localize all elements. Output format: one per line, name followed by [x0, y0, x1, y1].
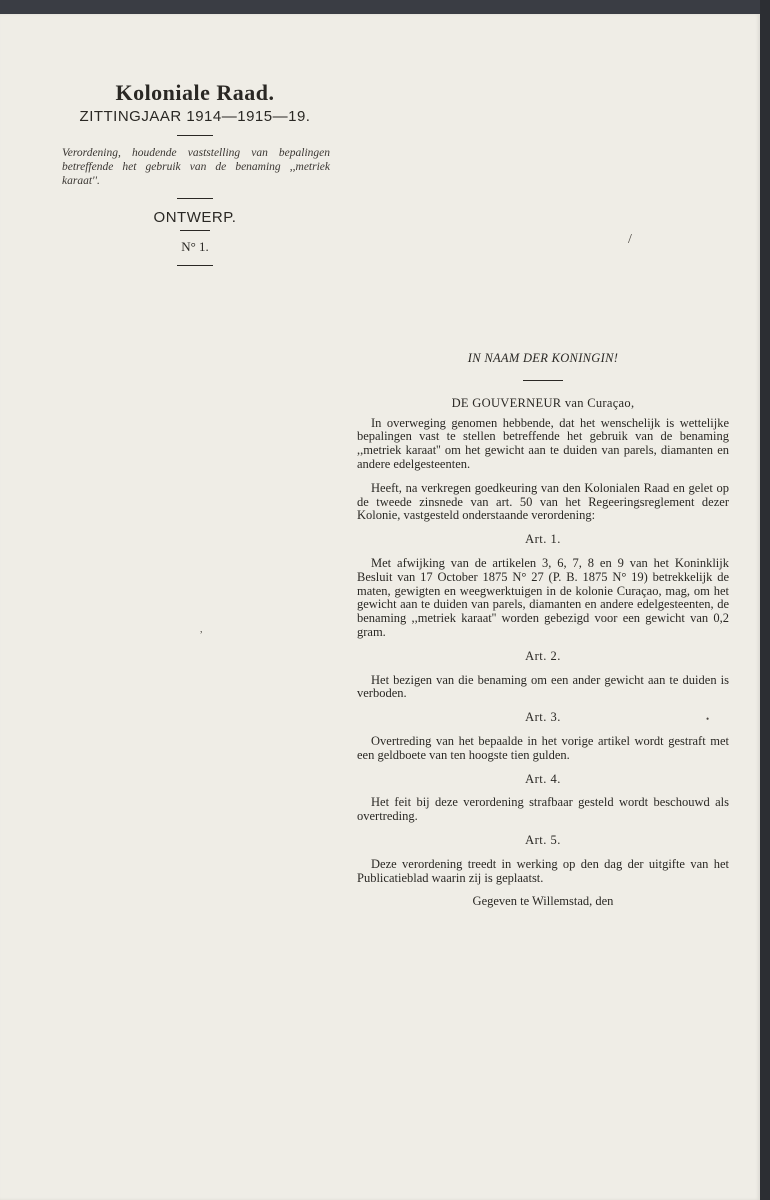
invocation: IN NAAM DER KONINGIN! — [467, 351, 619, 365]
preamble-paragraph: Heeft, na verkregen goedkeuring van den Kolonialen Raad en gelet op de tweede zinsnede van art. 50 van het Regeeringsreglement dezer Kolonie, vastgesteld onderstaande verordening: — [357, 480, 729, 523]
ordinance-subject: Verordening, houdende vaststelling van bepalingen betreffende het gebruik van de benaming ,,metriek karaat''. — [62, 147, 330, 187]
closing-line: Gegeven te Willemstad, den — [472, 894, 614, 909]
article-text: Deze verordening treedt in werking op den dag der uitgifte van het Publicatieblad waarin zij is geplaatst. — [357, 856, 729, 885]
divider — [177, 198, 213, 199]
article-text: Het feit bij deze verordening strafbaar gesteld wordt beschouwd als overtreding. — [357, 795, 729, 824]
page-speck: / — [628, 232, 632, 247]
page-speck: , — [200, 624, 203, 635]
article-heading: Art. 3. — [525, 710, 561, 725]
article-heading: Art. 2. — [525, 648, 561, 663]
article-text: Overtreding van het bepaalde in het vorige artikel wordt gestraft met een geldboete van ten hoogste tien gulden. — [357, 733, 729, 762]
header-block — [60, 80, 330, 276]
divider — [180, 230, 210, 231]
draft-label: ONTWERP. — [153, 209, 237, 226]
divider — [177, 135, 213, 136]
page-speck: • — [706, 714, 710, 724]
document-page — [0, 14, 760, 1200]
page-edge — [760, 0, 770, 1200]
draft-number: N° 1. — [181, 239, 209, 254]
article-heading: Art. 5. — [525, 832, 561, 847]
council-title: Koloniale Raad. — [115, 80, 275, 105]
session-year: ZITTINGJAAR 1914—1915—19. — [79, 108, 311, 125]
preamble-paragraph: In overweging genomen hebbende, dat het wenschelijk is wettelijke bepalingen vast te stellen betreffende het gebruik van de benaming ,,metriek karaat'' om het gewicht aan te duiden van parels, diamanten en andere edelgesteenten. — [357, 415, 729, 471]
governor-line: DE GOUVERNEUR van Curaçao, — [451, 395, 635, 410]
ordinance-body — [357, 352, 729, 909]
divider — [523, 380, 563, 381]
divider — [177, 265, 213, 266]
article-heading: Art. 4. — [525, 771, 561, 786]
article-heading: Art. 1. — [525, 532, 561, 547]
article-text: Het bezigen van die benaming om een ander gewicht aan te duiden is verboden. — [357, 672, 729, 701]
article-text: Met afwijking van de artikelen 3, 6, 7, 8 en 9 van het Koninklijk Besluit van 17 October 1875 N° 27 (P. B. 1875 N° 19) betrekkelijk de maten, gewigten en weegwerktuigen in de kolonie Curaçao, mag, om het gewicht aan te duiden van parels, diamanten en andere edelgesteenten, de benaming ,,metriek karaat'' worden gebezigd voor een gewicht van 0,2 gram. — [357, 555, 729, 639]
